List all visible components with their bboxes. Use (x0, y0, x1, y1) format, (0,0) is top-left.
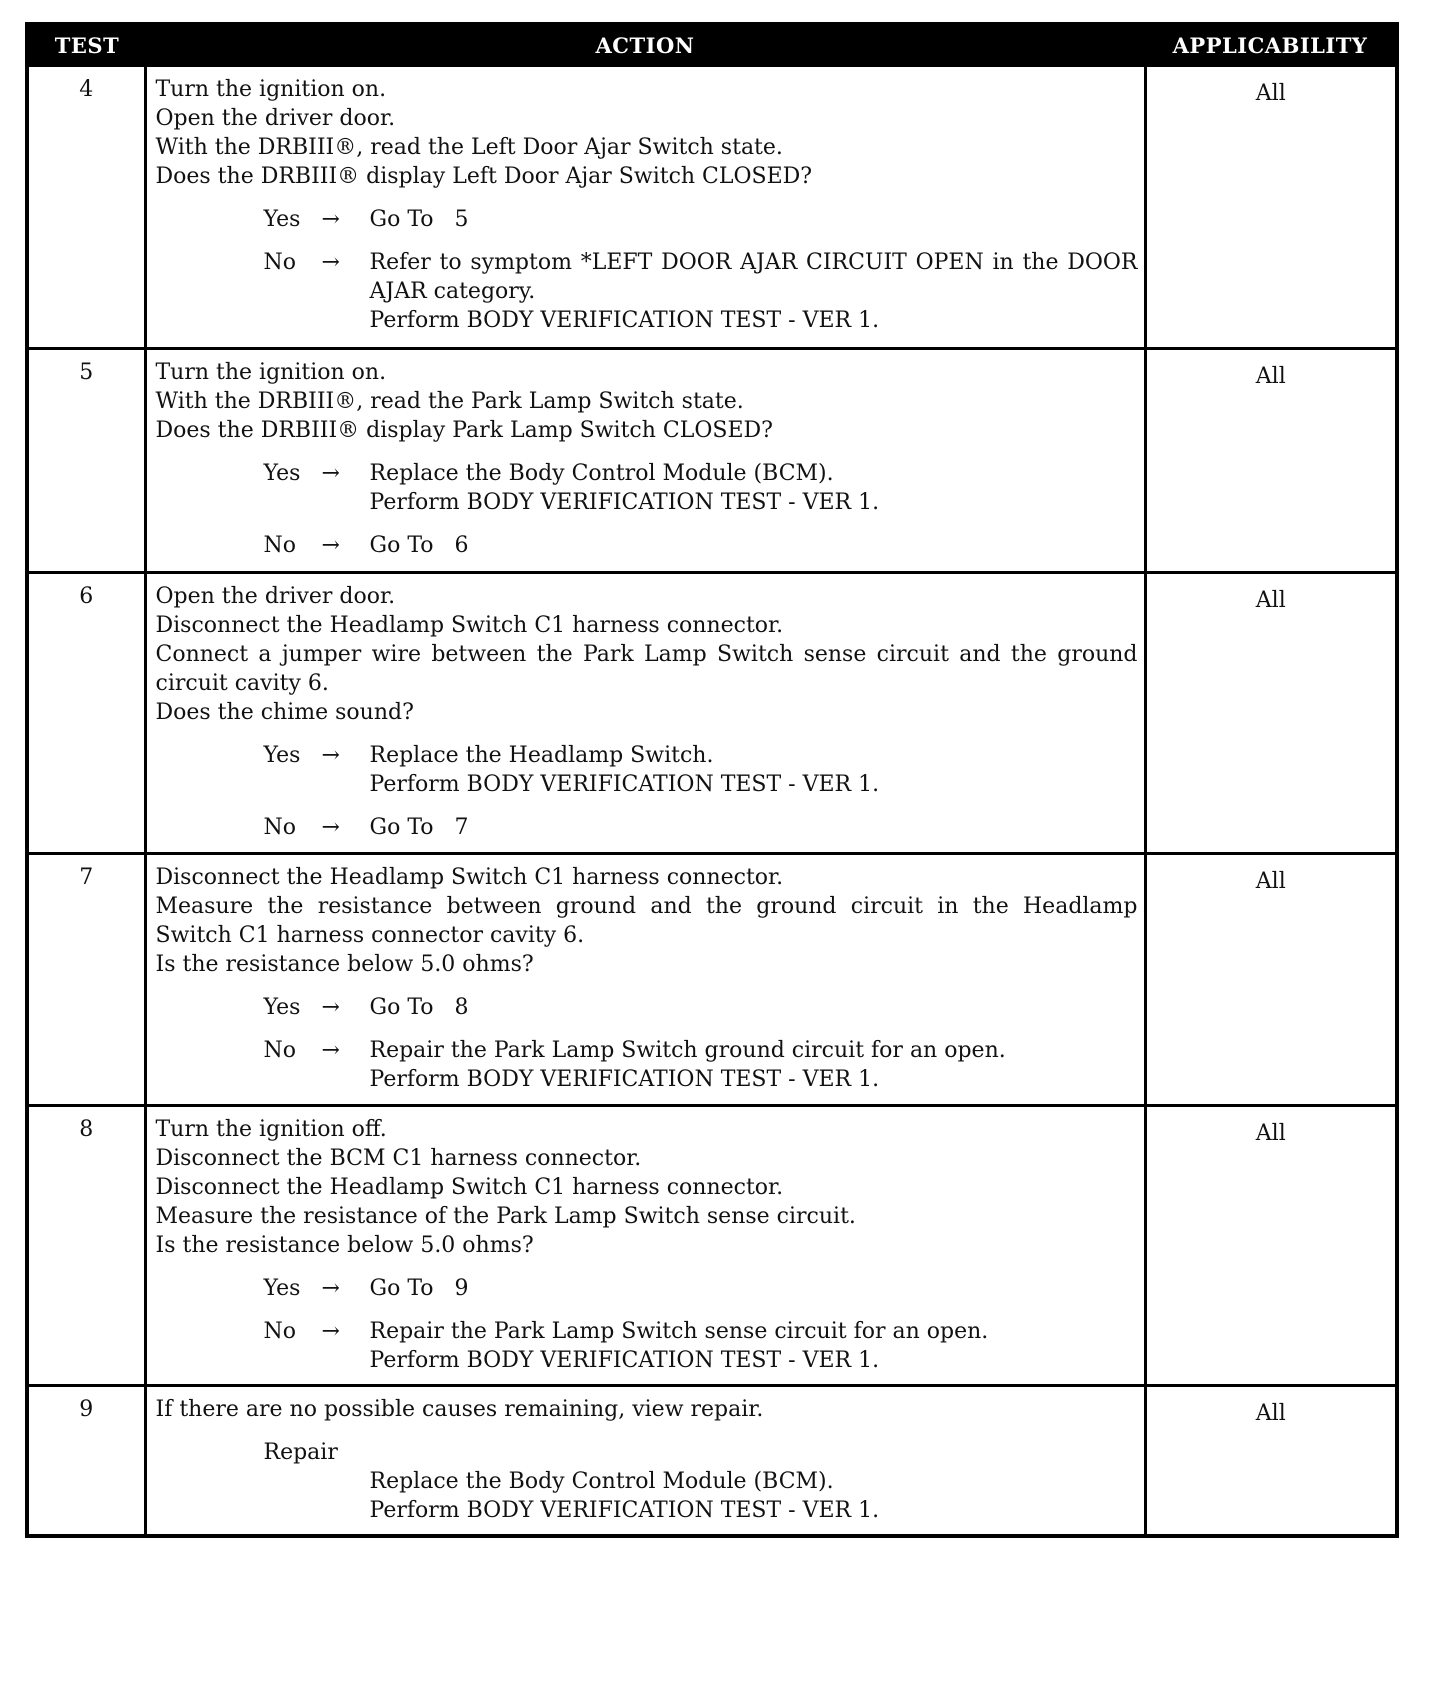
no-result (370, 1036, 1138, 1094)
repair-label: Repair (263, 1440, 338, 1465)
table-row (27, 349, 1397, 573)
arrow-icon: → (321, 815, 340, 840)
action-line: Turn the ignition on. (155, 77, 387, 102)
applicability-cell: All (1145, 854, 1397, 1106)
arrow-icon: → (321, 995, 340, 1020)
result-line: Replace the Headlamp Switch. (369, 743, 714, 768)
arrow-icon: → (321, 1319, 340, 1344)
action-cell (145, 349, 1145, 573)
result-line: Perform BODY VERIFICATION TEST - VER 1. (369, 308, 880, 333)
yes-label: Yes (263, 995, 301, 1020)
no-branch (264, 1036, 1138, 1094)
no-label: No (263, 250, 296, 275)
result-line: Repair the Park Lamp Switch ground circuit for an open. (369, 1038, 1006, 1063)
yes-label: Yes (263, 743, 301, 768)
no-label: No (263, 1038, 296, 1063)
header-action: ACTION (145, 24, 1145, 66)
action-line: Open the driver door. (155, 584, 396, 609)
no-label: No (263, 533, 296, 558)
diagnostic-table-sheet (25, 22, 1395, 1538)
table-row (27, 854, 1397, 1106)
no-result (370, 248, 1138, 335)
no-label: No (263, 815, 296, 840)
action-line: Open the driver door. (155, 106, 396, 131)
no-label: No (263, 1319, 296, 1344)
result-line: Go To 6 (369, 533, 469, 558)
action-cell (145, 1106, 1145, 1386)
action-line: With the DRBIII®, read the Left Door Ajar Switch state. (155, 135, 783, 160)
table-row (27, 1386, 1397, 1536)
result-line: Perform BODY VERIFICATION TEST - VER 1. (369, 772, 880, 797)
action-cell (145, 854, 1145, 1106)
header-test: TEST (27, 24, 145, 66)
applicability-cell: All (1145, 1386, 1397, 1536)
result-line: Perform BODY VERIFICATION TEST - VER 1. (369, 1498, 880, 1523)
yes-result (370, 993, 1138, 1022)
arrow-icon: → (321, 461, 340, 486)
applicability-cell: All (1145, 1106, 1397, 1386)
test-number: 6 (27, 573, 145, 854)
action-line: Disconnect the Headlamp Switch C1 harness connector. (155, 865, 784, 890)
action-line: Is the resistance below 5.0 ohms? (155, 952, 534, 977)
yes-label: Yes (263, 207, 301, 232)
action-line: Is the resistance below 5.0 ohms? (155, 1233, 534, 1258)
arrow-icon: → (321, 743, 340, 768)
action-line: Does the DRBIII® display Left Door Ajar Switch CLOSED? (155, 164, 813, 189)
table-row (27, 1106, 1397, 1386)
no-branch (264, 1317, 1138, 1375)
action-line: Turn the ignition on. (155, 360, 387, 385)
result-line: Perform BODY VERIFICATION TEST - VER 1. (369, 1348, 880, 1373)
repair-body (370, 1467, 1138, 1525)
result-line: Go To 7 (369, 815, 469, 840)
action-line: Disconnect the BCM C1 harness connector. (155, 1146, 642, 1171)
diagnostic-table (25, 22, 1399, 1538)
yes-label: Yes (263, 1276, 301, 1301)
action-cell (145, 573, 1145, 854)
action-line: Disconnect the Headlamp Switch C1 harness connector. (155, 613, 784, 638)
no-result (370, 813, 1138, 842)
yes-result (370, 459, 1138, 517)
no-result (370, 531, 1138, 560)
result-line: Replace the Body Control Module (BCM). (369, 1469, 834, 1494)
arrow-icon: → (321, 1276, 340, 1301)
result-line: Refer to symptom *LEFT DOOR AJAR CIRCUIT OPEN in the DOOR AJAR category. (369, 250, 1138, 304)
yes-result (370, 1274, 1138, 1303)
action-line: Connect a jumper wire between the Park Lamp Switch sense circuit and the ground circuit cavity 6. (155, 642, 1138, 696)
yes-branch (264, 1274, 1138, 1303)
applicability-cell: All (1145, 66, 1397, 349)
yes-result (370, 741, 1138, 799)
applicability-cell: All (1145, 573, 1397, 854)
arrow-icon: → (321, 250, 340, 275)
result-line: Replace the Body Control Module (BCM). (369, 461, 834, 486)
yes-branch (264, 993, 1138, 1022)
test-number: 9 (27, 1386, 145, 1536)
action-line: Does the chime sound? (155, 700, 414, 725)
action-cell (145, 66, 1145, 349)
header-applicability: APPLICABILITY (1145, 24, 1397, 66)
action-line: Turn the ignition off. (155, 1117, 387, 1142)
yes-branch (264, 459, 1138, 517)
yes-branch (264, 205, 1138, 234)
no-result (370, 1317, 1138, 1375)
result-line: Go To 5 (369, 207, 469, 232)
result-line: Go To 9 (369, 1276, 469, 1301)
action-line: With the DRBIII®, read the Park Lamp Switch state. (155, 389, 744, 414)
action-line: If there are no possible causes remaining, view repair. (155, 1397, 764, 1422)
header-row (27, 24, 1397, 66)
test-number: 8 (27, 1106, 145, 1386)
action-line: Measure the resistance of the Park Lamp Switch sense circuit. (155, 1204, 856, 1229)
yes-result (370, 205, 1138, 234)
action-line: Disconnect the Headlamp Switch C1 harness connector. (155, 1175, 784, 1200)
test-number: 5 (27, 349, 145, 573)
yes-branch (264, 741, 1138, 799)
table-row (27, 66, 1397, 349)
test-number: 4 (27, 66, 145, 349)
yes-label: Yes (263, 461, 301, 486)
result-line: Go To 8 (369, 995, 469, 1020)
action-line: Does the DRBIII® display Park Lamp Switch CLOSED? (155, 418, 773, 443)
result-line: Perform BODY VERIFICATION TEST - VER 1. (369, 1067, 880, 1092)
no-branch (264, 531, 1138, 560)
arrow-icon: → (321, 1038, 340, 1063)
action-cell (145, 1386, 1145, 1536)
result-line: Repair the Park Lamp Switch sense circuit for an open. (369, 1319, 989, 1344)
arrow-icon: → (321, 533, 340, 558)
result-line: Perform BODY VERIFICATION TEST - VER 1. (369, 490, 880, 515)
no-branch (264, 813, 1138, 842)
no-branch (264, 248, 1138, 335)
action-line: Measure the resistance between ground and the ground circuit in the Headlamp Switch C1 harness connector cavity 6. (155, 894, 1138, 948)
applicability-cell: All (1145, 349, 1397, 573)
table-row (27, 573, 1397, 854)
test-number: 7 (27, 854, 145, 1106)
arrow-icon: → (321, 207, 340, 232)
